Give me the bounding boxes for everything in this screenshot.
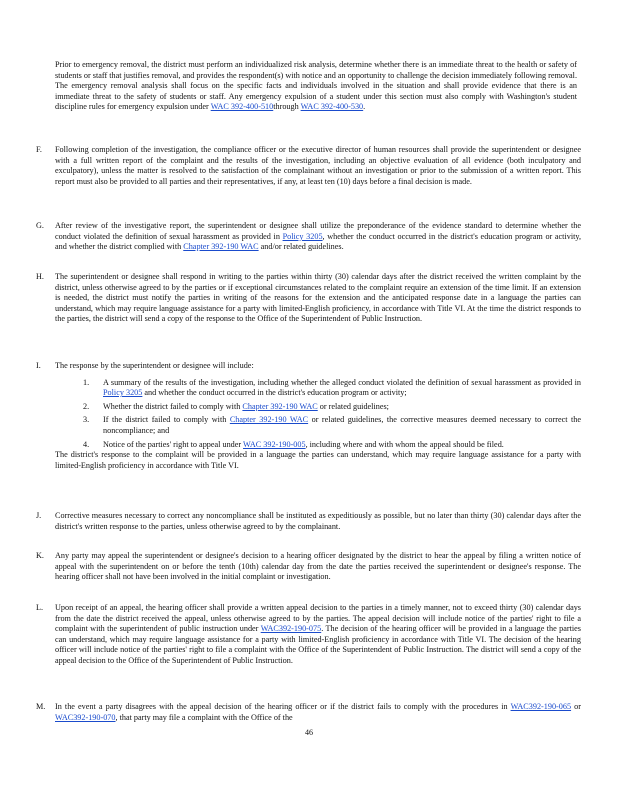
section-k-text: Any party may appeal the superintendent or designee's decision to a hearing officer designated by the district to hear the appeal by filing a written notice of appeal with the superintendent on or before the tenth (10th) calendar day from the date the parties received the superintendent or designee's response. The hearing officer shall not have been involved in the initial complaint or investigation. bbox=[55, 551, 581, 582]
section-g-text: After review of the investigative report, the superintendent or designee shall utilize the preponderance of the evidence standard to determine whether the conduct violated the definition of sexual harassment as provided in Policy 3205, whether the conduct occurred in the district's education program or activity, and whether the district complied with Chapter 392-190 WAC and/or related guidelines. bbox=[55, 221, 581, 252]
section-m-text: In the event a party disagrees with the appeal decision of the hearing officer or if the district fails to comply with the procedures in WAC392-190-065 or WAC392-190-070, that party may file a complaint with the Office of the bbox=[55, 702, 581, 722]
wac-392-190-070-link[interactable]: WAC392-190-070 bbox=[55, 712, 116, 722]
chapter-392-190-wac-link[interactable]: Chapter 392-190 WAC bbox=[229, 415, 309, 425]
section-l bbox=[36, 603, 581, 667]
policy-3205-link[interactable]: Policy 3205 bbox=[282, 231, 323, 241]
section-g-label: G. bbox=[36, 221, 44, 230]
section-k bbox=[36, 551, 581, 583]
chapter-392-190-wac-link[interactable]: Chapter 392-190 WAC bbox=[183, 242, 259, 252]
section-i bbox=[36, 361, 581, 471]
section-f bbox=[36, 145, 581, 187]
list-item: 2. Whether the district failed to comply with Chapter 392-190 WAC or related guidelines; bbox=[83, 401, 389, 411]
section-i-label: I. bbox=[36, 361, 41, 370]
wac-392-190-065-link[interactable]: WAC392-190-065 bbox=[510, 702, 572, 711]
chapter-392-190-wac-link[interactable]: Chapter 392-190 WAC bbox=[242, 401, 318, 411]
section-h-label: H. bbox=[36, 272, 44, 281]
section-i-lead: The response by the superintendent or designee will include: bbox=[55, 361, 254, 370]
wac-392-400-510-link[interactable]: WAC 392-400-510 bbox=[210, 102, 274, 112]
list-item: 4. Notice of the parties' right to appeal under WAC 392-190-005, including where and with whom the appeal should be filed. bbox=[83, 439, 504, 449]
section-h bbox=[36, 272, 581, 325]
section-l-text: Upon receipt of an appeal, the hearing officer shall provide a written appeal decision to the parties in a timely manner, not to exceed thirty (30) calendar days from the date the district received the appeal, unless otherwise agreed to by the parties. The appeal decision will include notice of the parties' right to file a complaint with the superintendent of public instruction under WAC392-190-075. The decision of the hearing officer will be provided in a language the parties can understand, which may require language assistance for a party with limited-English proficiency in accordance with Title VI. The decision of the hearing officer will include notice of the parties' right to file a complaint with the Office of the Superintendent of Public Instruction. The district will send a copy of the appeal decision to the Office of the Superintendent of Public Instruction. bbox=[55, 603, 581, 665]
section-j bbox=[36, 511, 581, 532]
section-k-label: K. bbox=[36, 551, 44, 560]
intro-through: through bbox=[273, 102, 301, 112]
wac-392-190-005-link[interactable]: WAC 392-190-005 bbox=[243, 439, 306, 449]
section-m bbox=[36, 702, 581, 723]
section-f-text: Following completion of the investigation, the compliance officer or the executive director of human resources shall provide the superintendent or designee with a full written report of the complaint and the results of the investigation, including an objective evaluation of all evidence (both inculpatory and exculpatory), unless the matter is resolved to the satisfaction of the complainant without an investigation or prior to the submission of a written report. This report must also be provided to all parties and their representatives, if any, at least ten (10) days before a final decision is made. bbox=[55, 145, 581, 186]
section-i-note: The district's response to the complaint will be provided in a language the parties can understand, which may require language assistance for a party with limited-English proficiency in accordance with Title VI. bbox=[55, 450, 581, 470]
emergency-removal-paragraph: Prior to emergency removal, the district must perform an individualized risk analysis, determine whether there is an immediate threat to the health or safety of students or staff that justifies removal, and provides the respondent(s) with notice and an opportunity to challenge the decision immediately following removal. The emergency removal analysis shall focus on the specific facts and individuals involved in the situation and shall provide evidence that there is an immediate threat to the safety of students or staff. Any emergency expulsion of a student under this section must also comply with Washington's student discipline rules for emergency expulsion under WAC 392-400-510through WAC 392-400-530. bbox=[55, 60, 577, 112]
wac-392-400-530-link[interactable]: WAC 392-400-530 bbox=[300, 102, 364, 112]
section-f-label: F. bbox=[36, 145, 42, 154]
section-m-label: M. bbox=[36, 702, 46, 711]
section-l-label: L. bbox=[36, 603, 44, 612]
list-item: 1. A summary of the results of the investigation, including whether the alleged conduct violated the definition of sexual harassment as provided in Policy 3205 and whether the conduct occurred in the district's education program or activity; bbox=[83, 377, 581, 398]
page-number: 46 bbox=[305, 728, 313, 737]
section-h-text: The superintendent or designee shall respond in writing to the parties within thirty (30) calendar days after the district received the written complaint by the district, unless otherwise agreed to by the parties or if exceptional circumstances related to the complaint require an extension of the time limit. If an extension is needed, the district must notify the parties in writing of the reasons for the extension and the anticipated response date in a language the parties can understand, which may require language assistance for a party with limited-English proficiency, in accordance with Title VI. At the time the district responds to the parties, the district will send a copy of the response to the Office of the Superintendent of Public Instruction. bbox=[55, 272, 581, 324]
section-g bbox=[36, 221, 581, 253]
list-item: 3. If the district failed to comply with Chapter 392-190 WAC or related guidelines, the corrective measures deemed necessary to correct the noncompliance; and bbox=[83, 415, 581, 435]
policy-3205-link[interactable]: Policy 3205 bbox=[103, 388, 143, 398]
intro-text: Prior to emergency removal, the district must perform an individualized risk analysis, determine whether there is an immediate threat to the health or safety of students or staff that justifies removal, and provides the respondent(s) with notice and an opportunity to challenge the decision immediately following removal. The emergency removal analysis shall focus on the specific facts and individuals involved in the situation and shall provide evidence that there is an immediate threat to the safety of students or staff. Any emergency expulsion of a student under this section must also comply with Washington's student discipline rules for emergency expulsion under bbox=[55, 60, 577, 112]
wac-392-190-075-link[interactable]: WAC392-190-075 bbox=[260, 624, 322, 634]
section-j-label: J. bbox=[36, 511, 42, 520]
section-j-text: Corrective measures necessary to correct any noncompliance shall be instituted as expeditiously as possible, but no later than thirty (30) calendar days after the district's written response to the parties, unless otherwise agreed to by the complainant. bbox=[55, 511, 581, 531]
